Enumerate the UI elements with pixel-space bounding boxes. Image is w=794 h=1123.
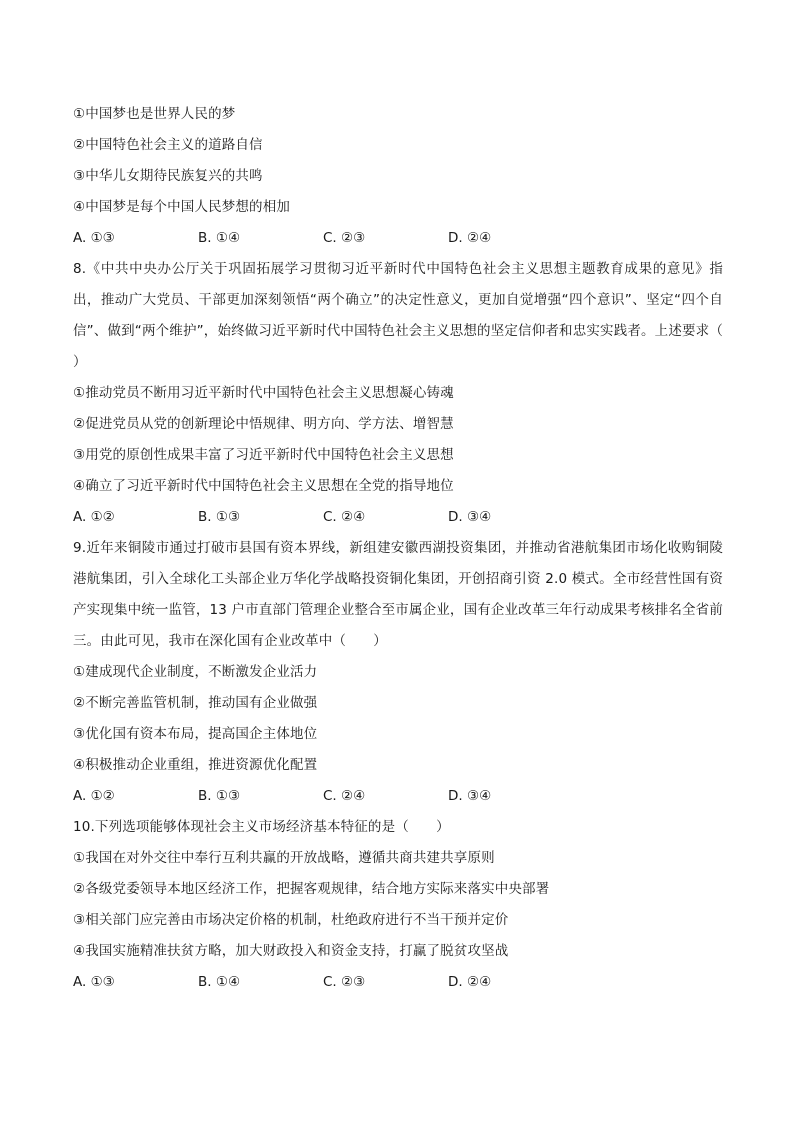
option-b: B. ①③ bbox=[198, 788, 241, 804]
statement: ①建成现代企业制度，不断激发企业活力 bbox=[73, 664, 318, 680]
statement: ③中华儿女期待民族复兴的共鸣 bbox=[73, 168, 263, 184]
option-b: B. ①④ bbox=[198, 230, 241, 246]
question-9 bbox=[73, 533, 723, 812]
statement: ②不断完善监管机制，推动国有企业做强 bbox=[73, 695, 318, 711]
option-b: B. ①③ bbox=[198, 509, 241, 525]
answer-options bbox=[73, 781, 723, 812]
statement: ①推动党员不断用习近平新时代中国特色社会主义思想凝心铸魂 bbox=[73, 385, 454, 401]
question-stem: 10.下列选项能够体现社会主义市场经济基本特征的是（ ） bbox=[73, 819, 450, 835]
option-c: C. ②③ bbox=[323, 230, 366, 246]
answer-options bbox=[73, 967, 723, 998]
statement: ④我国实施精准扶贫方略，加大财政投入和资金支持，打赢了脱贫攻坚战 bbox=[73, 943, 509, 959]
option-d: D. ③④ bbox=[448, 788, 492, 804]
option-c: C. ②④ bbox=[323, 788, 366, 804]
question-7-tail bbox=[73, 99, 723, 254]
statement: ①中国梦也是世界人民的梦 bbox=[73, 106, 236, 122]
statement: ②促进党员从党的创新理论中悟规律、明方向、学方法、增智慧 bbox=[73, 416, 454, 432]
statement: ④积极推动企业重组，推进资源优化配置 bbox=[73, 757, 318, 773]
option-d: D. ②④ bbox=[448, 974, 492, 990]
option-d: D. ②④ bbox=[448, 230, 492, 246]
statement: ③优化国有资本布局，提高国企主体地位 bbox=[73, 726, 318, 742]
question-stem: 9.近年来铜陵市通过打破市县国有资本界线，新组建安徽西湖投资集团，并推动省港航集团市场化收购铜陵港航集团，引入全球化工头部企业万华化学战略投资铜化集团，开创招商引资 2.0 模式。全市经营性国有资产实现集中统一监管，13 户市直部门管理企业整合至市属企业，国有企业改革三年行动成果考核排名全省前三。由此可见，我市在深化国有企业改革中（ ） bbox=[73, 540, 723, 649]
option-a: A. ①② bbox=[73, 509, 115, 525]
option-d: D. ③④ bbox=[448, 509, 492, 525]
statement: ③用党的原创性成果丰富了习近平新时代中国特色社会主义思想 bbox=[73, 447, 454, 463]
option-b: B. ①④ bbox=[198, 974, 241, 990]
option-c: C. ②③ bbox=[323, 974, 366, 990]
option-a: A. ①③ bbox=[73, 230, 115, 246]
option-a: A. ①③ bbox=[73, 974, 115, 990]
statement: ①我国在对外交往中奉行互利共赢的开放战略，遵循共商共建共享原则 bbox=[73, 850, 495, 866]
statement: ③相关部门应完善由市场决定价格的机制，杜绝政府进行不当干预并定价 bbox=[73, 912, 509, 928]
statement: ②各级党委领导本地区经济工作，把握客观规律，结合地方实际来落实中央部署 bbox=[73, 881, 550, 897]
answer-options bbox=[73, 502, 723, 533]
statement: ④确立了习近平新时代中国特色社会主义思想在全党的指导地位 bbox=[73, 478, 454, 494]
option-c: C. ②④ bbox=[323, 509, 366, 525]
statement: ④中国梦是每个中国人民梦想的相加 bbox=[73, 199, 291, 215]
question-content bbox=[73, 99, 751, 998]
question-stem: 8.《中共中央办公厅关于巩固拓展学习贯彻习近平新时代中国特色社会主义思想主题教育成果的意见》指出，推动广大党员、干部更加深刻领悟“两个确立”的决定性意义，更加自觉增强“四个意识”、坚定“四个自信”、做到“两个维护”，始终做习近平新时代中国特色社会主义思想的坚定信仰者和忠实实践者。上述要求（ ） bbox=[73, 261, 751, 370]
answer-options bbox=[73, 223, 723, 254]
question-8 bbox=[73, 254, 751, 533]
statement: ②中国特色社会主义的道路自信 bbox=[73, 137, 263, 153]
question-10 bbox=[73, 812, 723, 998]
option-a: A. ①② bbox=[73, 788, 115, 804]
